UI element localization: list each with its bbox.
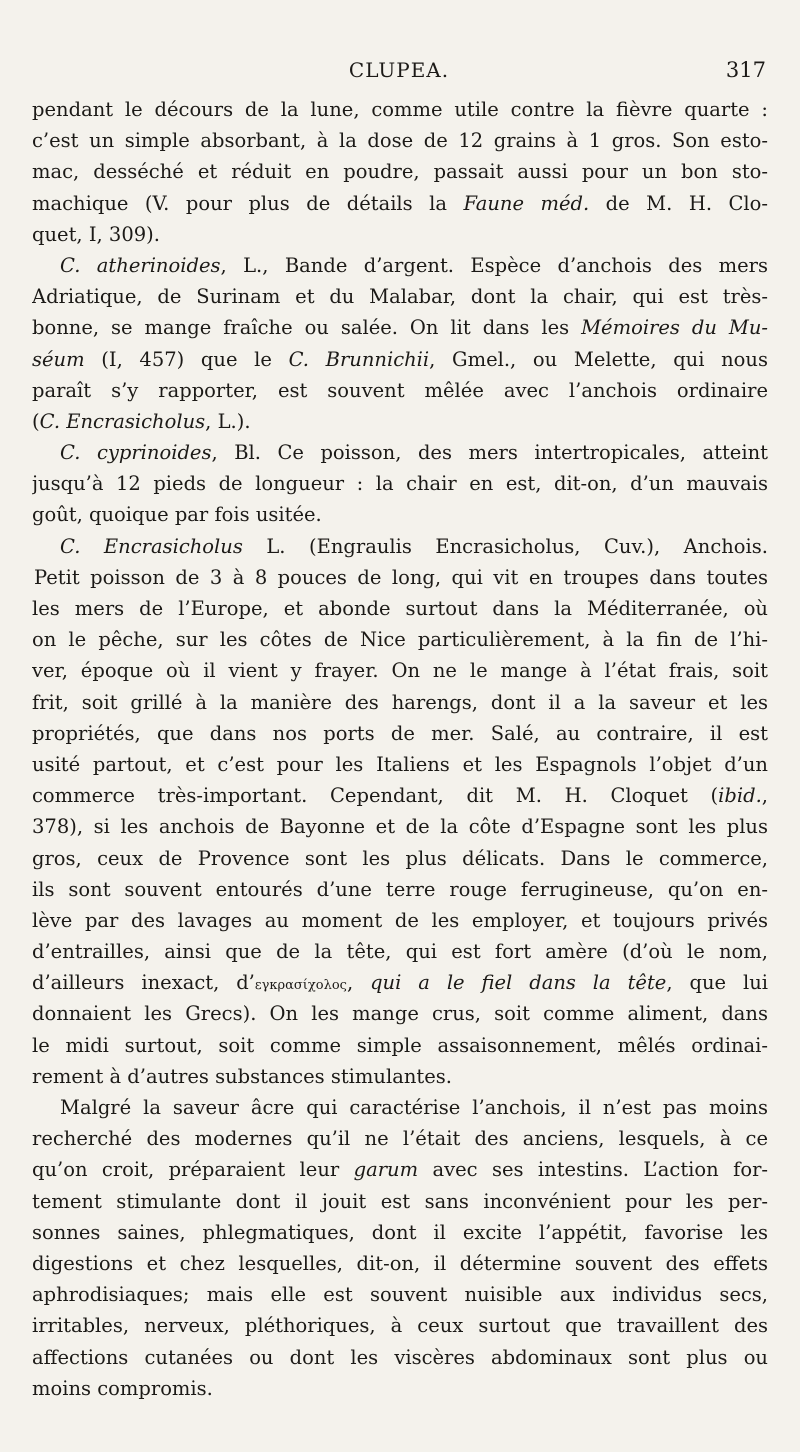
text-segment: qu’on croit, préparaient leur — [32, 1158, 354, 1182]
text-segment: sonnes saines, phlegmatiques, dont il excite l’appétit, favorise les — [32, 1220, 768, 1244]
text-line — [32, 874, 768, 905]
page-number: 317 — [725, 58, 766, 82]
text-segment: 378), si les anchois de Bayonne et de la côte d’Espagne sont les plus — [32, 815, 768, 839]
text-segment: d’ailleurs inexact, d’ — [32, 971, 255, 995]
text-segment: les mers de l’Europe, et abonde surtout dans la Méditerranée, où — [32, 597, 768, 620]
italic-text: C. atherinoides — [60, 253, 221, 277]
italic-text: Faune méd. — [463, 191, 590, 215]
body-text — [32, 94, 768, 1404]
text-line — [32, 1342, 768, 1373]
text-segment: usité partout, et c’est pour les Italiens et les Espagnols l’objet d’un — [32, 752, 768, 776]
text-segment: de M. H. Clo- — [589, 191, 768, 215]
text-segment: on le pêche, sur les côtes de Nice particulièrement, à la fin de l’hi- — [32, 628, 768, 652]
text-line — [32, 499, 768, 530]
text-line — [32, 468, 768, 499]
text-line — [32, 1061, 768, 1092]
text-segment: c’est un simple absorbant, à la dose de 12 grains à 1 gros. Son esto- — [32, 129, 768, 153]
text-segment: affections cutanées ou dont les viscères abdominaux sont plus ou — [32, 1345, 768, 1369]
text-segment: Malgré la saveur âcre qui caractérise l’anchois, il n’est pas moins — [60, 1096, 768, 1119]
text-line — [32, 1030, 768, 1061]
page-header — [32, 58, 766, 92]
text-segment: irritables, nerveux, pléthoriques, à ceux surtout que travaillent des — [32, 1314, 768, 1338]
text-segment: quet, I, 309). — [32, 222, 160, 246]
text-line — [32, 1092, 768, 1123]
text-segment: machique (V. pour plus de détails la — [32, 191, 464, 215]
text-segment: recherché des modernes qu’il ne l’était des anciens, lesquels, à ce — [32, 1127, 768, 1151]
italic-text: qui a le fiel dans la tête — [370, 971, 667, 995]
text-segment: ils sont souvent entourés d’une terre rouge ferrugineuse, qu’on en- — [32, 877, 768, 901]
text-segment: Petit poisson de 3 à 8 pouces de long, qui vit en troupes dans toutes — [34, 565, 768, 589]
text-line — [32, 905, 768, 936]
text-line — [32, 125, 768, 156]
text-line — [32, 312, 768, 343]
text-line — [32, 250, 768, 281]
text-segment: propriétés, que dans nos ports de mer. Salé, au contraire, il est — [32, 721, 768, 745]
text-line — [32, 967, 768, 998]
text-segment: le midi surtout, soit comme simple assaisonnement, mêlés ordinai- — [32, 1033, 768, 1057]
text-line — [32, 156, 768, 187]
text-line — [32, 219, 768, 250]
text-segment: ( — [32, 409, 40, 433]
text-line — [32, 344, 768, 375]
text-segment: L. (Engraulis Encrasicholus, Cuv.), Anchois. — [242, 534, 768, 558]
text-line — [32, 624, 768, 655]
text-segment: (I, 457) que le — [84, 347, 289, 371]
text-segment: rement à d’autres substances stimulantes. — [32, 1064, 452, 1088]
text-line — [32, 1123, 768, 1154]
text-segment: Adriatique, de Surinam et du Malabar, dont la chair, qui est très- — [32, 285, 768, 309]
text-segment: , Bl. Ce poisson, des mers intertropicales, atteint — [211, 441, 768, 465]
greek-text: εγκρασίχολος — [254, 978, 347, 994]
text-segment: mac, desséché et réduit en poudre, passait aussi pour un bon sto- — [32, 160, 768, 184]
text-line — [32, 1154, 768, 1185]
italic-text: ibid. — [718, 784, 762, 808]
text-segment: moins compromis. — [32, 1376, 213, 1400]
italic-text: séum — [32, 347, 85, 371]
italic-text: garum — [353, 1158, 419, 1182]
text-segment: bonne, se mange fraîche ou salée. On lit dans les — [32, 316, 582, 340]
text-line — [32, 94, 768, 125]
text-line — [32, 188, 768, 219]
text-segment: aphrodisiaques; mais elle est souvent nuisible aux individus secs, — [32, 1283, 768, 1307]
text-segment: ver, époque où il vient y frayer. On ne le mange à l’état frais, soit — [32, 659, 768, 683]
text-segment: pendant le décours de la lune, comme utile contre la fièvre quarte : — [32, 98, 768, 121]
text-line — [32, 843, 768, 874]
text-line — [32, 1279, 768, 1310]
text-segment: avec ses intestins. L’action for- — [418, 1158, 768, 1182]
text-segment: frit, soit grillé à la manière des harengs, dont il a la saveur et les — [32, 690, 768, 714]
running-title: CLUPEA. — [348, 58, 450, 82]
text-segment: , — [346, 971, 371, 995]
text-segment: lève par des lavages au moment de les employer, et toujours privés — [32, 908, 768, 932]
text-line — [32, 375, 768, 406]
text-segment: commerce très-important. Cependant, dit M. H. Cloquet ( — [32, 784, 719, 808]
text-line — [32, 281, 768, 312]
text-segment: jusqu’à 12 pieds de longueur : la chair en est, dit-on, d’un mauvais — [32, 472, 768, 496]
italic-text: C. Brunnichii — [288, 347, 430, 371]
text-segment: donnaient les Grecs). On les mange crus, soit comme aliment, dans — [32, 1002, 768, 1026]
text-line — [32, 562, 768, 593]
text-line — [32, 718, 768, 749]
text-segment: goût, quoique par fois usitée. — [32, 503, 322, 527]
italic-text: C. Encrasicholus — [39, 409, 206, 433]
text-segment: d’entrailles, ainsi que de la tête, qui est fort amère (d’où le nom, — [32, 940, 768, 964]
text-line — [32, 531, 768, 562]
text-line — [32, 749, 768, 780]
text-segment: , Gmel., ou Melette, qui nous — [429, 347, 768, 371]
italic-text: Mémoires du Mu- — [581, 316, 768, 340]
text-line — [32, 593, 768, 624]
text-line — [32, 811, 768, 842]
text-segment: digestions et chez lesquelles, dit-on, il détermine souvent des effets — [32, 1251, 768, 1275]
text-segment: paraît s’y rapporter, est souvent mêlée avec l’anchois ordinaire — [32, 378, 768, 402]
text-line — [32, 1186, 768, 1217]
text-line — [32, 437, 768, 468]
text-line — [32, 1373, 768, 1404]
text-line — [32, 780, 768, 811]
text-segment: , L., Bande d’argent. Espèce d’anchois des mers — [220, 253, 768, 277]
text-line — [32, 1310, 768, 1341]
text-segment: , que lui — [666, 971, 768, 995]
italic-text: C. Encrasicholus — [60, 534, 243, 558]
text-line — [32, 655, 768, 686]
text-line — [32, 936, 768, 967]
italic-text: C. cyprinoides — [60, 441, 212, 465]
text-segment: , — [761, 784, 768, 808]
text-line — [32, 687, 768, 718]
text-segment: tement stimulante dont il jouit est sans inconvénient pour les per- — [32, 1189, 768, 1213]
text-segment: , L.). — [205, 409, 251, 433]
text-line — [32, 406, 768, 437]
text-line — [32, 998, 768, 1029]
text-line — [32, 1248, 768, 1279]
text-line — [32, 1217, 768, 1248]
text-segment: gros, ceux de Provence sont les plus délicats. Dans le commerce, — [32, 846, 768, 870]
